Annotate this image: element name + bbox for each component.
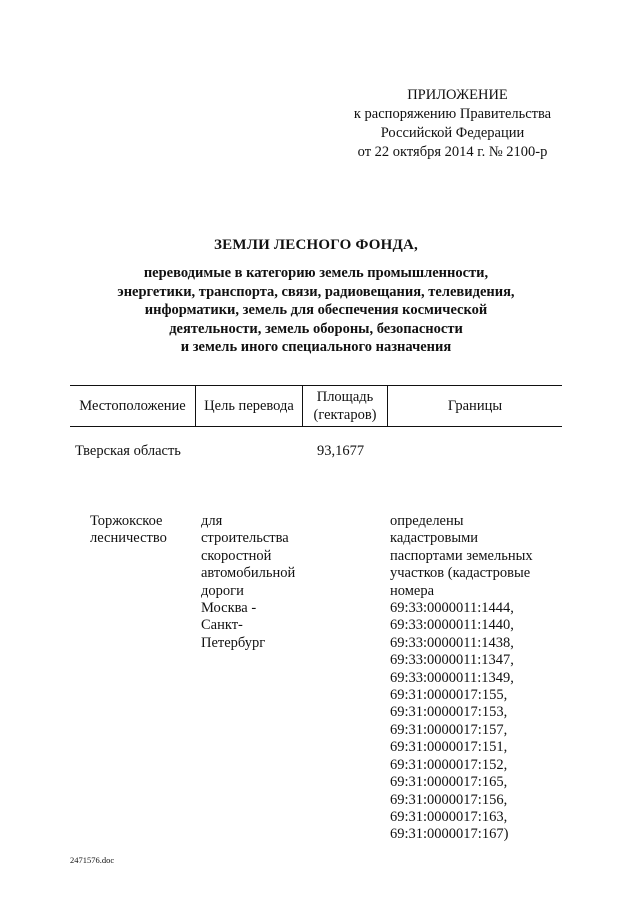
appendix-line-3: от 22 октября 2014 г. № 2100-р [357, 144, 548, 160]
document-subtitle-line-5: и земель иного специального назначения [180, 339, 452, 356]
land-table [70, 385, 562, 843]
header-area: Площадь (гектаров) [313, 389, 377, 423]
document-subtitle-line-3: информатики, земель для обеспечения космической [144, 302, 488, 319]
appendix-title: ПРИЛОЖЕНИЕ [407, 87, 508, 103]
borders-description: определены кадастровыми паспортами земельных участков (кадастровые номера 69:33:0000011:1444, 69:33:0000011:1440, 69:33:0000011:1438, 69:33:0000011:1347, 69:33:0000011:1349, 69:31:0000017:155, 69:31:0000017:153, 69:31:0000017:157, 69:31:0000017:151, 69:31:0000017:152, 69:31:0000017:165, 69:31:0000017:156, 69:31:0000017:163, 69:31:0000017:167) [390, 513, 533, 843]
header-location: Местоположение [79, 398, 186, 414]
document-subtitle-line-4: деятельности, земель обороны, безопасности [169, 320, 463, 337]
appendix-line-2: Российской Федерации [380, 125, 525, 141]
document-subtitle-line-1: переводимые в категорию земель промышленности, [143, 265, 489, 281]
transfer-purpose: для строительства скоростной автомобильной дороги Москва - Санкт- Петербург [201, 513, 296, 651]
header-purpose: Цель перевода [204, 398, 294, 414]
header-borders: Границы [447, 398, 503, 414]
table-header-row [70, 385, 562, 427]
appendix-header [340, 86, 565, 162]
document-title [70, 237, 562, 357]
document-subtitle-line-2: энергетики, транспорта, связи, радиовещания, телевидения, [117, 283, 515, 300]
appendix-line-1: к распоряжению Правительства [353, 106, 552, 122]
district-name: Торжокское лесничество [90, 513, 167, 547]
region-name: Тверская область [75, 443, 181, 459]
footer-doc-name: 2471576.doc [70, 855, 115, 865]
document-main-title: ЗЕМЛИ ЛЕСНОГО ФОНДА, [214, 237, 418, 253]
region-area: 93,1677 [317, 443, 365, 459]
